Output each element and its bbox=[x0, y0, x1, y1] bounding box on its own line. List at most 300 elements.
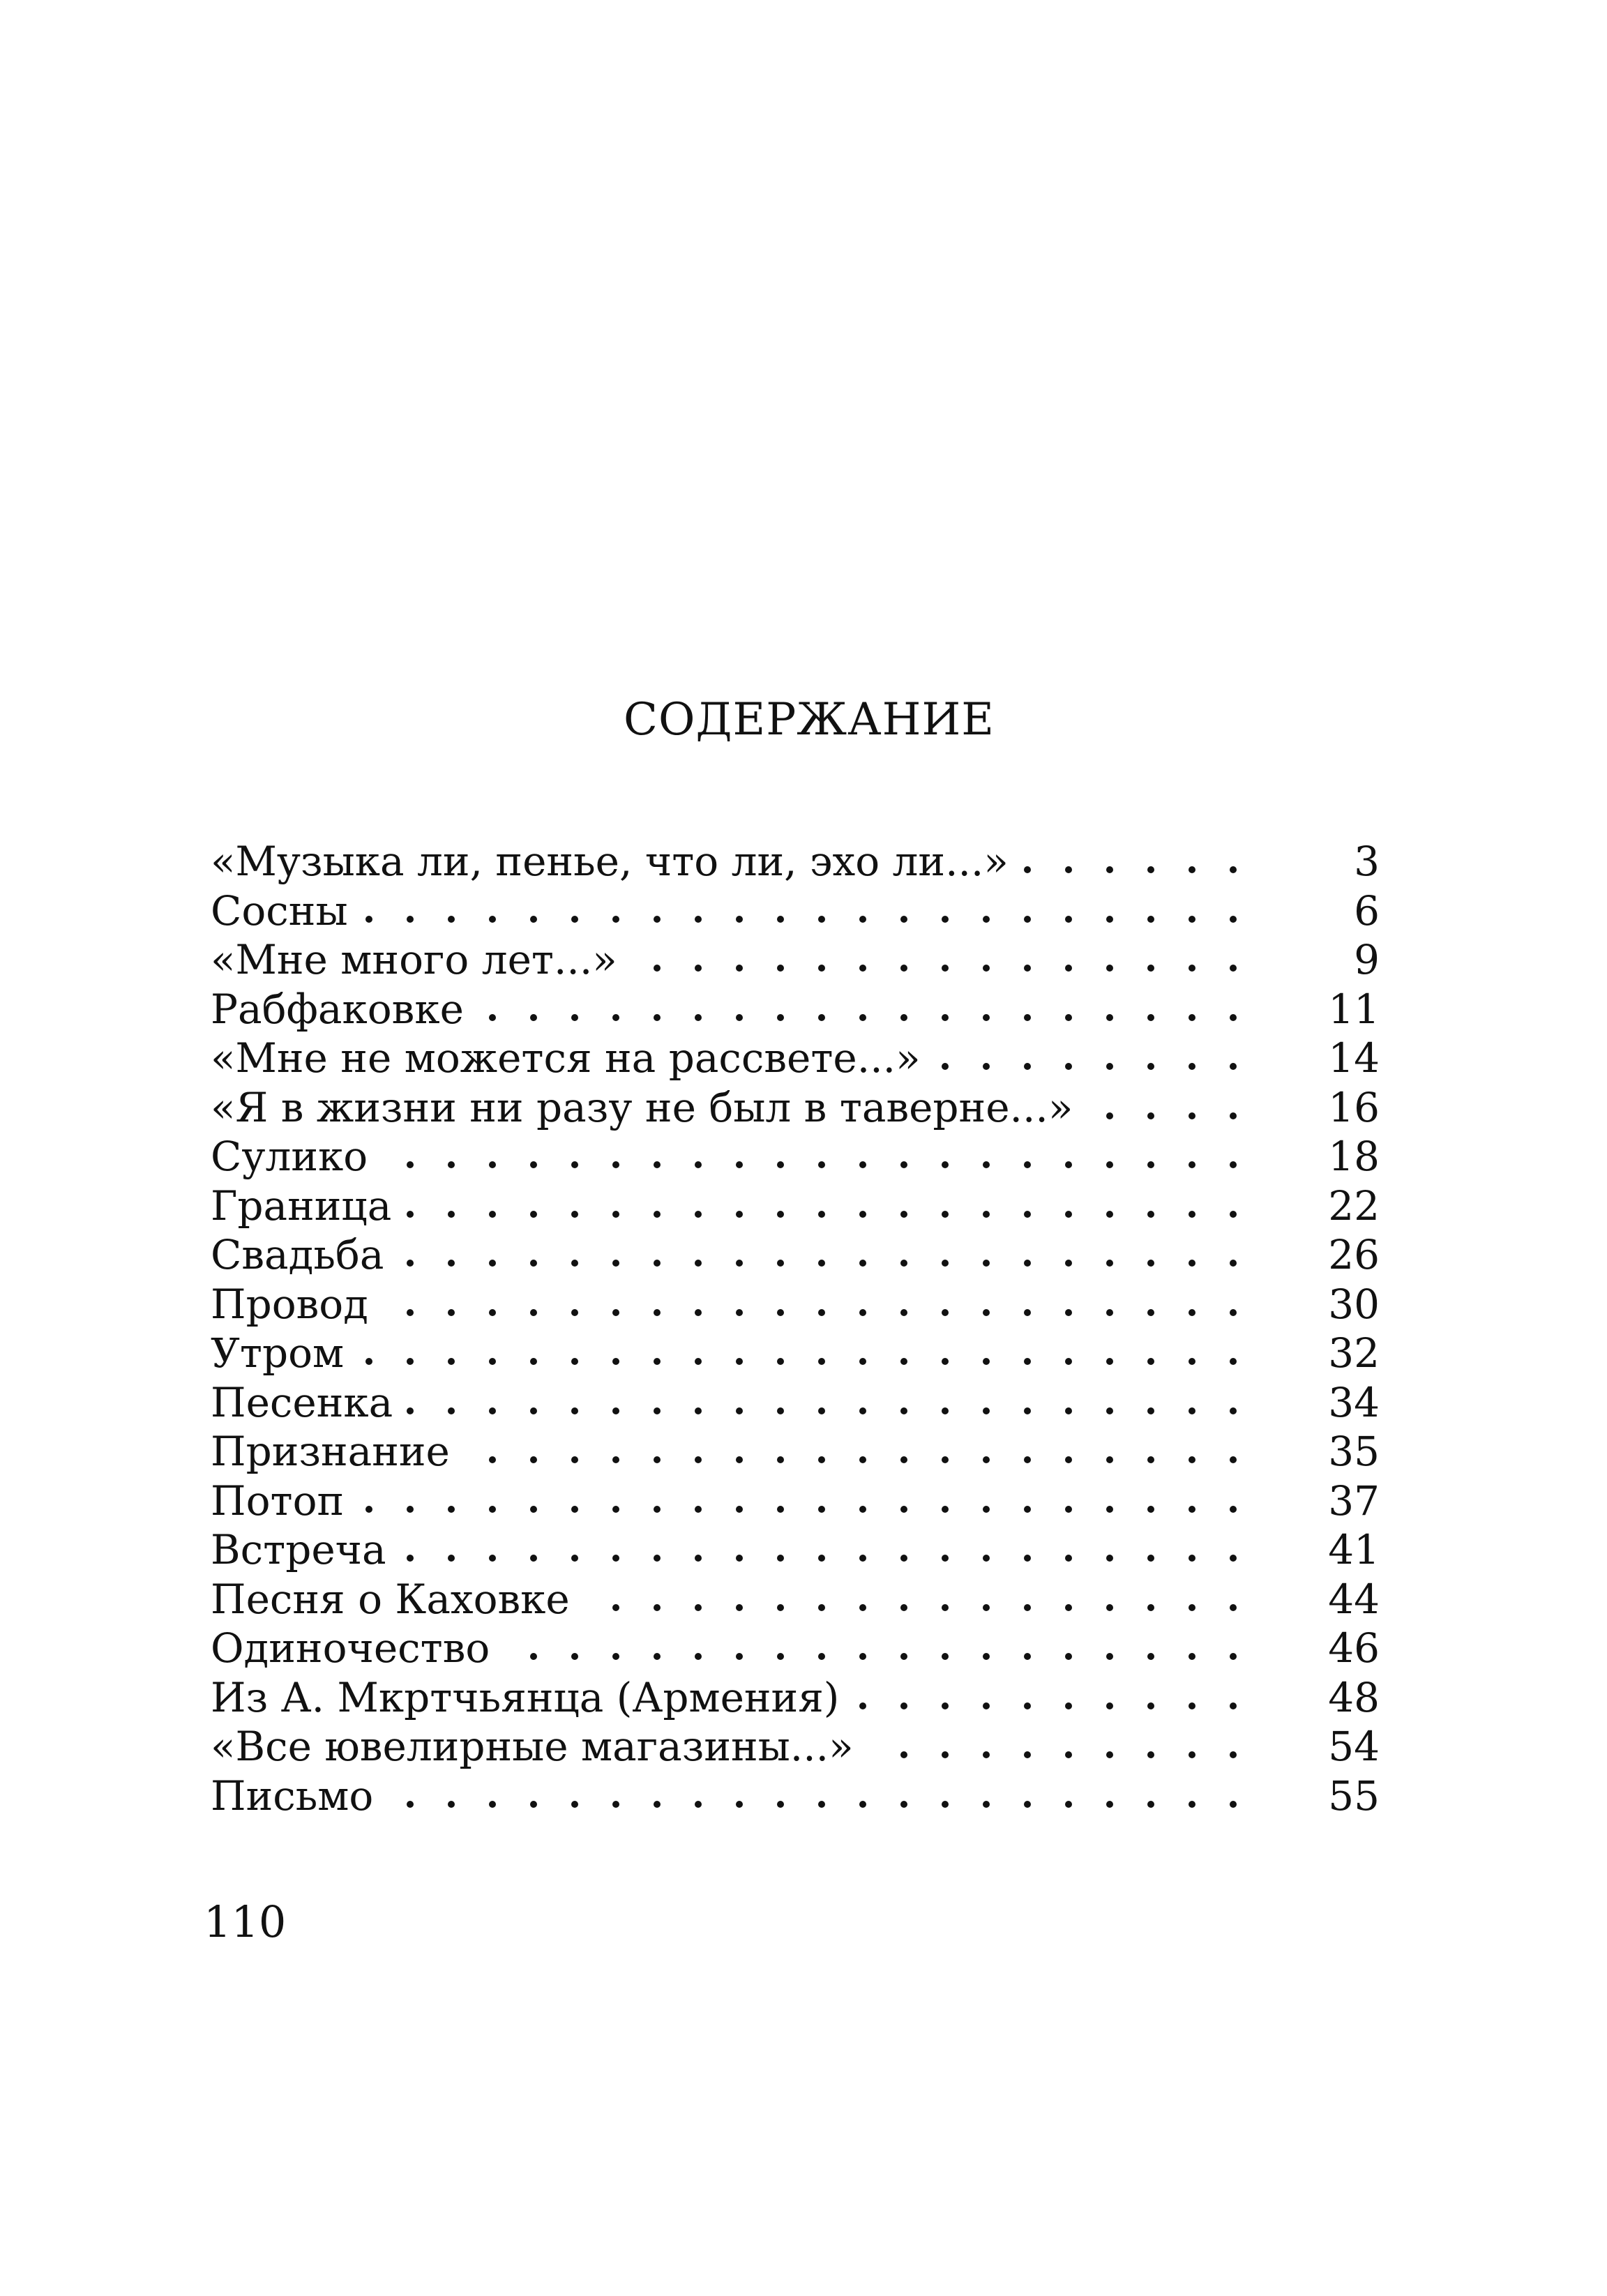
leader-dot bbox=[942, 1014, 949, 1021]
leader-dot bbox=[1024, 1751, 1031, 1758]
leader-dot bbox=[1230, 1506, 1237, 1513]
leader-dot bbox=[612, 1161, 619, 1168]
toc-entry-page: 32 bbox=[1328, 1329, 1380, 1377]
leader-dot bbox=[571, 1161, 578, 1168]
leader-dot bbox=[859, 1555, 866, 1562]
toc-entry-page: 9 bbox=[1354, 936, 1380, 984]
leader-dot bbox=[612, 1358, 619, 1365]
leader-dot bbox=[1230, 1653, 1237, 1660]
leader-dot bbox=[1065, 916, 1072, 923]
leader-dot bbox=[1024, 1014, 1031, 1021]
leader-dot bbox=[695, 1260, 702, 1267]
leader-dot bbox=[1147, 1456, 1154, 1463]
leader-dot bbox=[612, 1506, 619, 1513]
toc-entry-title: Утром bbox=[211, 1329, 345, 1377]
leader-dot bbox=[612, 1555, 619, 1562]
leader-dot bbox=[530, 1407, 537, 1414]
leader-dot bbox=[736, 1604, 743, 1611]
leader-dot bbox=[530, 1161, 537, 1168]
leader-dot bbox=[407, 1358, 414, 1365]
leader-dot bbox=[1189, 1358, 1195, 1365]
leader-dot bbox=[1065, 1702, 1072, 1709]
leader-dot bbox=[1230, 1801, 1237, 1808]
leader-dot bbox=[1147, 1506, 1154, 1513]
leader-dot bbox=[942, 1506, 949, 1513]
leader-dot bbox=[530, 1260, 537, 1267]
leader-dot bbox=[407, 1161, 414, 1168]
leader-dot bbox=[654, 1260, 661, 1267]
toc-entry-page: 11 bbox=[1328, 985, 1380, 1033]
toc-entry-title: Письмо bbox=[211, 1772, 374, 1820]
toc-entry-page: 22 bbox=[1328, 1181, 1380, 1230]
leader-dot bbox=[736, 1653, 743, 1660]
leader-dot bbox=[695, 1801, 702, 1808]
toc-entry-page: 44 bbox=[1328, 1575, 1380, 1623]
leader-dot bbox=[654, 1506, 661, 1513]
toc-entry bbox=[211, 1132, 1380, 1181]
leader-dot bbox=[1147, 916, 1154, 923]
leader-dot bbox=[695, 1604, 702, 1611]
leader-dot bbox=[654, 1161, 661, 1168]
leader-dot bbox=[1106, 1014, 1113, 1021]
leader-dot bbox=[1189, 1801, 1195, 1808]
leader-dot bbox=[654, 1555, 661, 1562]
leader-dot bbox=[736, 1260, 743, 1267]
toc-entry bbox=[211, 1230, 1380, 1280]
leader-dot bbox=[942, 1801, 949, 1808]
toc-entry-page: 41 bbox=[1328, 1526, 1380, 1574]
leader-dot bbox=[777, 1456, 784, 1463]
leader-dot bbox=[777, 965, 784, 972]
leader-dot bbox=[983, 1653, 990, 1660]
toc-entry bbox=[211, 935, 1380, 985]
leader-dot bbox=[1106, 1801, 1113, 1808]
leader-dot bbox=[983, 1456, 990, 1463]
toc-entry bbox=[211, 1575, 1380, 1624]
leader-dot bbox=[983, 1260, 990, 1267]
leader-dot bbox=[1024, 916, 1031, 923]
leader-dot bbox=[777, 1407, 784, 1414]
leader-dot bbox=[1230, 1211, 1237, 1218]
toc-entry-page: 37 bbox=[1328, 1476, 1380, 1525]
leader-dot bbox=[900, 1211, 907, 1218]
leader-dot bbox=[1230, 965, 1237, 972]
leader-dot bbox=[612, 1407, 619, 1414]
toc-entry bbox=[211, 1181, 1380, 1231]
leader-dot bbox=[489, 1309, 496, 1316]
leader-dot bbox=[1024, 1653, 1031, 1660]
leader-dot bbox=[859, 1161, 866, 1168]
leader-dot bbox=[1230, 1751, 1237, 1758]
leader-dot bbox=[818, 1653, 825, 1660]
leader-dot bbox=[777, 1555, 784, 1562]
leader-dot bbox=[1106, 1309, 1113, 1316]
leader-dot bbox=[777, 916, 784, 923]
leader-dot bbox=[983, 1063, 990, 1070]
leader-dot bbox=[1106, 1456, 1113, 1463]
leader-dot bbox=[654, 1604, 661, 1611]
toc-entry bbox=[211, 1329, 1380, 1378]
leader-dot bbox=[1024, 1407, 1031, 1414]
leader-dot bbox=[736, 1358, 743, 1365]
leader-dot bbox=[695, 1358, 702, 1365]
leader-dot bbox=[695, 1407, 702, 1414]
leader-dot bbox=[859, 1211, 866, 1218]
leader-dot bbox=[695, 965, 702, 972]
toc-entry-page: 48 bbox=[1328, 1673, 1380, 1721]
toc-entry bbox=[211, 1476, 1380, 1526]
leader-dot bbox=[1106, 1702, 1113, 1709]
leader-dot bbox=[1147, 1112, 1154, 1119]
leader-dot bbox=[1024, 1506, 1031, 1513]
toc-entry bbox=[211, 1525, 1380, 1575]
toc-entry bbox=[211, 1427, 1380, 1476]
toc-dot-leader bbox=[211, 886, 1262, 936]
leader-dot bbox=[654, 1801, 661, 1808]
leader-dot bbox=[695, 916, 702, 923]
toc-entry bbox=[211, 985, 1380, 1034]
leader-dot bbox=[1065, 866, 1072, 873]
leader-dot bbox=[777, 1161, 784, 1168]
leader-dot bbox=[942, 1211, 949, 1218]
leader-dot bbox=[736, 1161, 743, 1168]
leader-dot bbox=[695, 1014, 702, 1021]
leader-dot bbox=[612, 1801, 619, 1808]
leader-dot bbox=[1147, 1751, 1154, 1758]
leader-dot bbox=[1147, 1604, 1154, 1611]
leader-dot bbox=[612, 916, 619, 923]
toc-entry bbox=[211, 837, 1380, 886]
leader-dot bbox=[777, 1506, 784, 1513]
leader-dot bbox=[818, 1407, 825, 1414]
leader-dot bbox=[407, 1801, 414, 1808]
leader-dot bbox=[1106, 1653, 1113, 1660]
leader-dot bbox=[1230, 1555, 1237, 1562]
leader-dot bbox=[983, 1309, 990, 1316]
toc-entry-title: Песенка bbox=[211, 1378, 393, 1426]
toc-dot-leader bbox=[211, 1329, 1262, 1378]
leader-dot bbox=[1147, 1260, 1154, 1267]
leader-dot bbox=[1189, 1063, 1195, 1070]
leader-dot bbox=[942, 1604, 949, 1611]
leader-dot bbox=[1230, 1112, 1237, 1119]
toc-entry-title: Провод bbox=[211, 1280, 368, 1328]
page-number: 110 bbox=[204, 1896, 287, 1947]
leader-dot bbox=[1230, 1260, 1237, 1267]
leader-dot bbox=[942, 1751, 949, 1758]
leader-dot bbox=[1189, 1260, 1195, 1267]
toc-entry bbox=[211, 1280, 1380, 1329]
leader-dot bbox=[1106, 916, 1113, 923]
leader-dot bbox=[859, 1014, 866, 1021]
leader-dot bbox=[1189, 1211, 1195, 1218]
leader-dot bbox=[530, 1309, 537, 1316]
leader-dot bbox=[612, 1604, 619, 1611]
leader-dot bbox=[1189, 866, 1195, 873]
leader-dot bbox=[818, 1014, 825, 1021]
leader-dot bbox=[736, 1211, 743, 1218]
toc-entry bbox=[211, 886, 1380, 936]
leader-dot bbox=[1024, 1063, 1031, 1070]
leader-dot bbox=[1189, 1653, 1195, 1660]
leader-dot bbox=[1147, 1211, 1154, 1218]
leader-dot bbox=[859, 1309, 866, 1316]
leader-dot bbox=[1024, 1555, 1031, 1562]
leader-dot bbox=[942, 1309, 949, 1316]
leader-dot bbox=[900, 1309, 907, 1316]
leader-dot bbox=[695, 1555, 702, 1562]
leader-dot bbox=[1147, 1063, 1154, 1070]
toc-entry-title: Из А. Мкртчьянца (Армения) bbox=[211, 1673, 840, 1721]
leader-dot bbox=[1106, 1555, 1113, 1562]
leader-dot bbox=[736, 1014, 743, 1021]
leader-dot bbox=[900, 1604, 907, 1611]
leader-dot bbox=[736, 1555, 743, 1562]
toc-entry-title: «Мне не можется на рассвете...» bbox=[211, 1034, 921, 1082]
leader-dot bbox=[571, 1801, 578, 1808]
toc-entry bbox=[211, 1083, 1380, 1133]
leader-dot bbox=[777, 1358, 784, 1365]
leader-dot bbox=[777, 1211, 784, 1218]
leader-dot bbox=[448, 1555, 455, 1562]
leader-dot bbox=[983, 1014, 990, 1021]
toc-entry-title: «Мне много лет...» bbox=[211, 936, 617, 984]
leader-dot bbox=[1106, 866, 1113, 873]
leader-dot bbox=[983, 1358, 990, 1365]
leader-dot bbox=[1189, 1751, 1195, 1758]
leader-dot bbox=[900, 1014, 907, 1021]
leader-dot bbox=[1147, 1161, 1154, 1168]
leader-dot bbox=[1189, 1161, 1195, 1168]
leader-dot bbox=[1024, 1604, 1031, 1611]
toc-entry bbox=[211, 1673, 1380, 1723]
leader-dot bbox=[1189, 1506, 1195, 1513]
leader-dot bbox=[859, 1604, 866, 1611]
table-of-contents bbox=[211, 837, 1380, 1820]
leader-dot bbox=[942, 1063, 949, 1070]
toc-entry-page: 54 bbox=[1328, 1723, 1380, 1771]
leader-dot bbox=[654, 1456, 661, 1463]
leader-dot bbox=[489, 916, 496, 923]
leader-dot bbox=[1106, 1063, 1113, 1070]
leader-dot bbox=[489, 1407, 496, 1414]
leader-dot bbox=[1065, 1506, 1072, 1513]
toc-entry-title: Признание bbox=[211, 1428, 450, 1476]
leader-dot bbox=[983, 1407, 990, 1414]
leader-dot bbox=[571, 1456, 578, 1463]
leader-dot bbox=[1230, 1161, 1237, 1168]
toc-entry-title: Сосны bbox=[211, 886, 348, 935]
leader-dot bbox=[530, 916, 537, 923]
leader-dot bbox=[1065, 1260, 1072, 1267]
leader-dot bbox=[1189, 1702, 1195, 1709]
leader-dot bbox=[1065, 1014, 1072, 1021]
leader-dot bbox=[1230, 1014, 1237, 1021]
leader-dot bbox=[1024, 1702, 1031, 1709]
leader-dot bbox=[983, 1801, 990, 1808]
leader-dot bbox=[571, 1014, 578, 1021]
leader-dot bbox=[983, 1211, 990, 1218]
leader-dot bbox=[818, 1604, 825, 1611]
leader-dot bbox=[1230, 866, 1237, 873]
leader-dot bbox=[736, 916, 743, 923]
leader-dot bbox=[448, 1260, 455, 1267]
leader-dot bbox=[571, 1407, 578, 1414]
leader-dot bbox=[365, 1506, 372, 1513]
leader-dot bbox=[777, 1260, 784, 1267]
leader-dot bbox=[1065, 1161, 1072, 1168]
leader-dot bbox=[571, 1506, 578, 1513]
leader-dot bbox=[900, 1407, 907, 1414]
leader-dot bbox=[736, 1407, 743, 1414]
leader-dot bbox=[1189, 1456, 1195, 1463]
contents-heading: СОДЕРЖАНИЕ bbox=[624, 694, 995, 746]
leader-dot bbox=[612, 1653, 619, 1660]
leader-dot bbox=[900, 1161, 907, 1168]
leader-dot bbox=[407, 1309, 414, 1316]
toc-entry-title: Песня о Каховке bbox=[211, 1575, 570, 1623]
toc-entry-title: Сулико bbox=[211, 1133, 368, 1181]
leader-dot bbox=[859, 1653, 866, 1660]
leader-dot bbox=[1065, 1407, 1072, 1414]
toc-entry-title: Потоп bbox=[211, 1476, 345, 1525]
leader-dot bbox=[407, 1407, 414, 1414]
leader-dot bbox=[1106, 1211, 1113, 1218]
toc-entry bbox=[211, 1772, 1380, 1821]
toc-entry-page: 46 bbox=[1328, 1624, 1380, 1672]
leader-dot bbox=[1147, 1309, 1154, 1316]
leader-dot bbox=[1106, 1407, 1113, 1414]
leader-dot bbox=[695, 1211, 702, 1218]
toc-entry-title: Граница bbox=[211, 1181, 392, 1230]
leader-dot bbox=[859, 965, 866, 972]
leader-dot bbox=[530, 1506, 537, 1513]
leader-dot bbox=[777, 1014, 784, 1021]
toc-entry-page: 35 bbox=[1328, 1428, 1380, 1476]
toc-entry-title: «Я в жизни ни разу не был в таверне...» bbox=[211, 1083, 1073, 1131]
leader-dot bbox=[1106, 1112, 1113, 1119]
toc-dot-leader bbox=[211, 1280, 1262, 1329]
leader-dot bbox=[1106, 965, 1113, 972]
leader-dot bbox=[900, 1801, 907, 1808]
leader-dot bbox=[448, 1211, 455, 1218]
leader-dot bbox=[818, 1801, 825, 1808]
leader-dot bbox=[1024, 1801, 1031, 1808]
leader-dot bbox=[1189, 1112, 1195, 1119]
leader-dot bbox=[1147, 965, 1154, 972]
toc-dot-leader bbox=[211, 1132, 1262, 1181]
leader-dot bbox=[900, 1653, 907, 1660]
leader-dot bbox=[407, 1260, 414, 1267]
leader-dot bbox=[489, 1161, 496, 1168]
leader-dot bbox=[900, 916, 907, 923]
leader-dot bbox=[1189, 1309, 1195, 1316]
leader-dot bbox=[942, 1358, 949, 1365]
leader-dot bbox=[1189, 1014, 1195, 1021]
leader-dot bbox=[859, 1260, 866, 1267]
leader-dot bbox=[818, 965, 825, 972]
leader-dot bbox=[530, 1358, 537, 1365]
leader-dot bbox=[942, 1702, 949, 1709]
leader-dot bbox=[942, 965, 949, 972]
leader-dot bbox=[777, 1653, 784, 1660]
leader-dot bbox=[654, 1309, 661, 1316]
leader-dot bbox=[1065, 1456, 1072, 1463]
leader-dot bbox=[983, 1161, 990, 1168]
leader-dot bbox=[818, 1358, 825, 1365]
leader-dot bbox=[448, 1358, 455, 1365]
leader-dot bbox=[448, 1161, 455, 1168]
leader-dot bbox=[900, 1555, 907, 1562]
leader-dot bbox=[777, 1309, 784, 1316]
leader-dot bbox=[1106, 1751, 1113, 1758]
leader-dot bbox=[818, 1309, 825, 1316]
leader-dot bbox=[448, 1407, 455, 1414]
leader-dot bbox=[365, 916, 372, 923]
leader-dot bbox=[489, 1506, 496, 1513]
leader-dot bbox=[1230, 1456, 1237, 1463]
leader-dot bbox=[859, 1801, 866, 1808]
toc-entry-title: «Музыка ли, пенье, что ли, эхо ли...» bbox=[211, 838, 1009, 886]
leader-dot bbox=[983, 1702, 990, 1709]
leader-dot bbox=[818, 1161, 825, 1168]
leader-dot bbox=[1065, 1751, 1072, 1758]
leader-dot bbox=[654, 1653, 661, 1660]
leader-dot bbox=[612, 1456, 619, 1463]
leader-dot bbox=[407, 1506, 414, 1513]
toc-entry-title: Встреча bbox=[211, 1526, 386, 1574]
toc-entry-page: 26 bbox=[1328, 1231, 1380, 1279]
leader-dot bbox=[1065, 1309, 1072, 1316]
leader-dot bbox=[942, 916, 949, 923]
leader-dot bbox=[1189, 1555, 1195, 1562]
leader-dot bbox=[818, 916, 825, 923]
leader-dot bbox=[1147, 1358, 1154, 1365]
leader-dot bbox=[1230, 1358, 1237, 1365]
leader-dot bbox=[1106, 1506, 1113, 1513]
leader-dot bbox=[1147, 1555, 1154, 1562]
toc-entry-page: 3 bbox=[1354, 838, 1380, 886]
leader-dot bbox=[695, 1456, 702, 1463]
leader-dot bbox=[571, 1358, 578, 1365]
leader-dot bbox=[736, 1456, 743, 1463]
leader-dot bbox=[695, 1653, 702, 1660]
leader-dot bbox=[1065, 1063, 1072, 1070]
leader-dot bbox=[983, 1555, 990, 1562]
leader-dot bbox=[530, 1801, 537, 1808]
leader-dot bbox=[571, 1555, 578, 1562]
leader-dot bbox=[571, 1653, 578, 1660]
leader-dot bbox=[489, 1014, 496, 1021]
toc-entry bbox=[211, 1034, 1380, 1083]
leader-dot bbox=[942, 1653, 949, 1660]
leader-dot bbox=[612, 1309, 619, 1316]
leader-dot bbox=[942, 1260, 949, 1267]
leader-dot bbox=[1230, 1063, 1237, 1070]
leader-dot bbox=[736, 965, 743, 972]
leader-dot bbox=[489, 1456, 496, 1463]
leader-dot bbox=[900, 1260, 907, 1267]
toc-dot-leader bbox=[211, 1476, 1262, 1526]
leader-dot bbox=[900, 965, 907, 972]
leader-dot bbox=[1065, 1604, 1072, 1611]
leader-dot bbox=[695, 1161, 702, 1168]
leader-dot bbox=[654, 1407, 661, 1414]
leader-dot bbox=[983, 1751, 990, 1758]
leader-dot bbox=[1230, 1309, 1237, 1316]
leader-dot bbox=[859, 1506, 866, 1513]
leader-dot bbox=[983, 1604, 990, 1611]
